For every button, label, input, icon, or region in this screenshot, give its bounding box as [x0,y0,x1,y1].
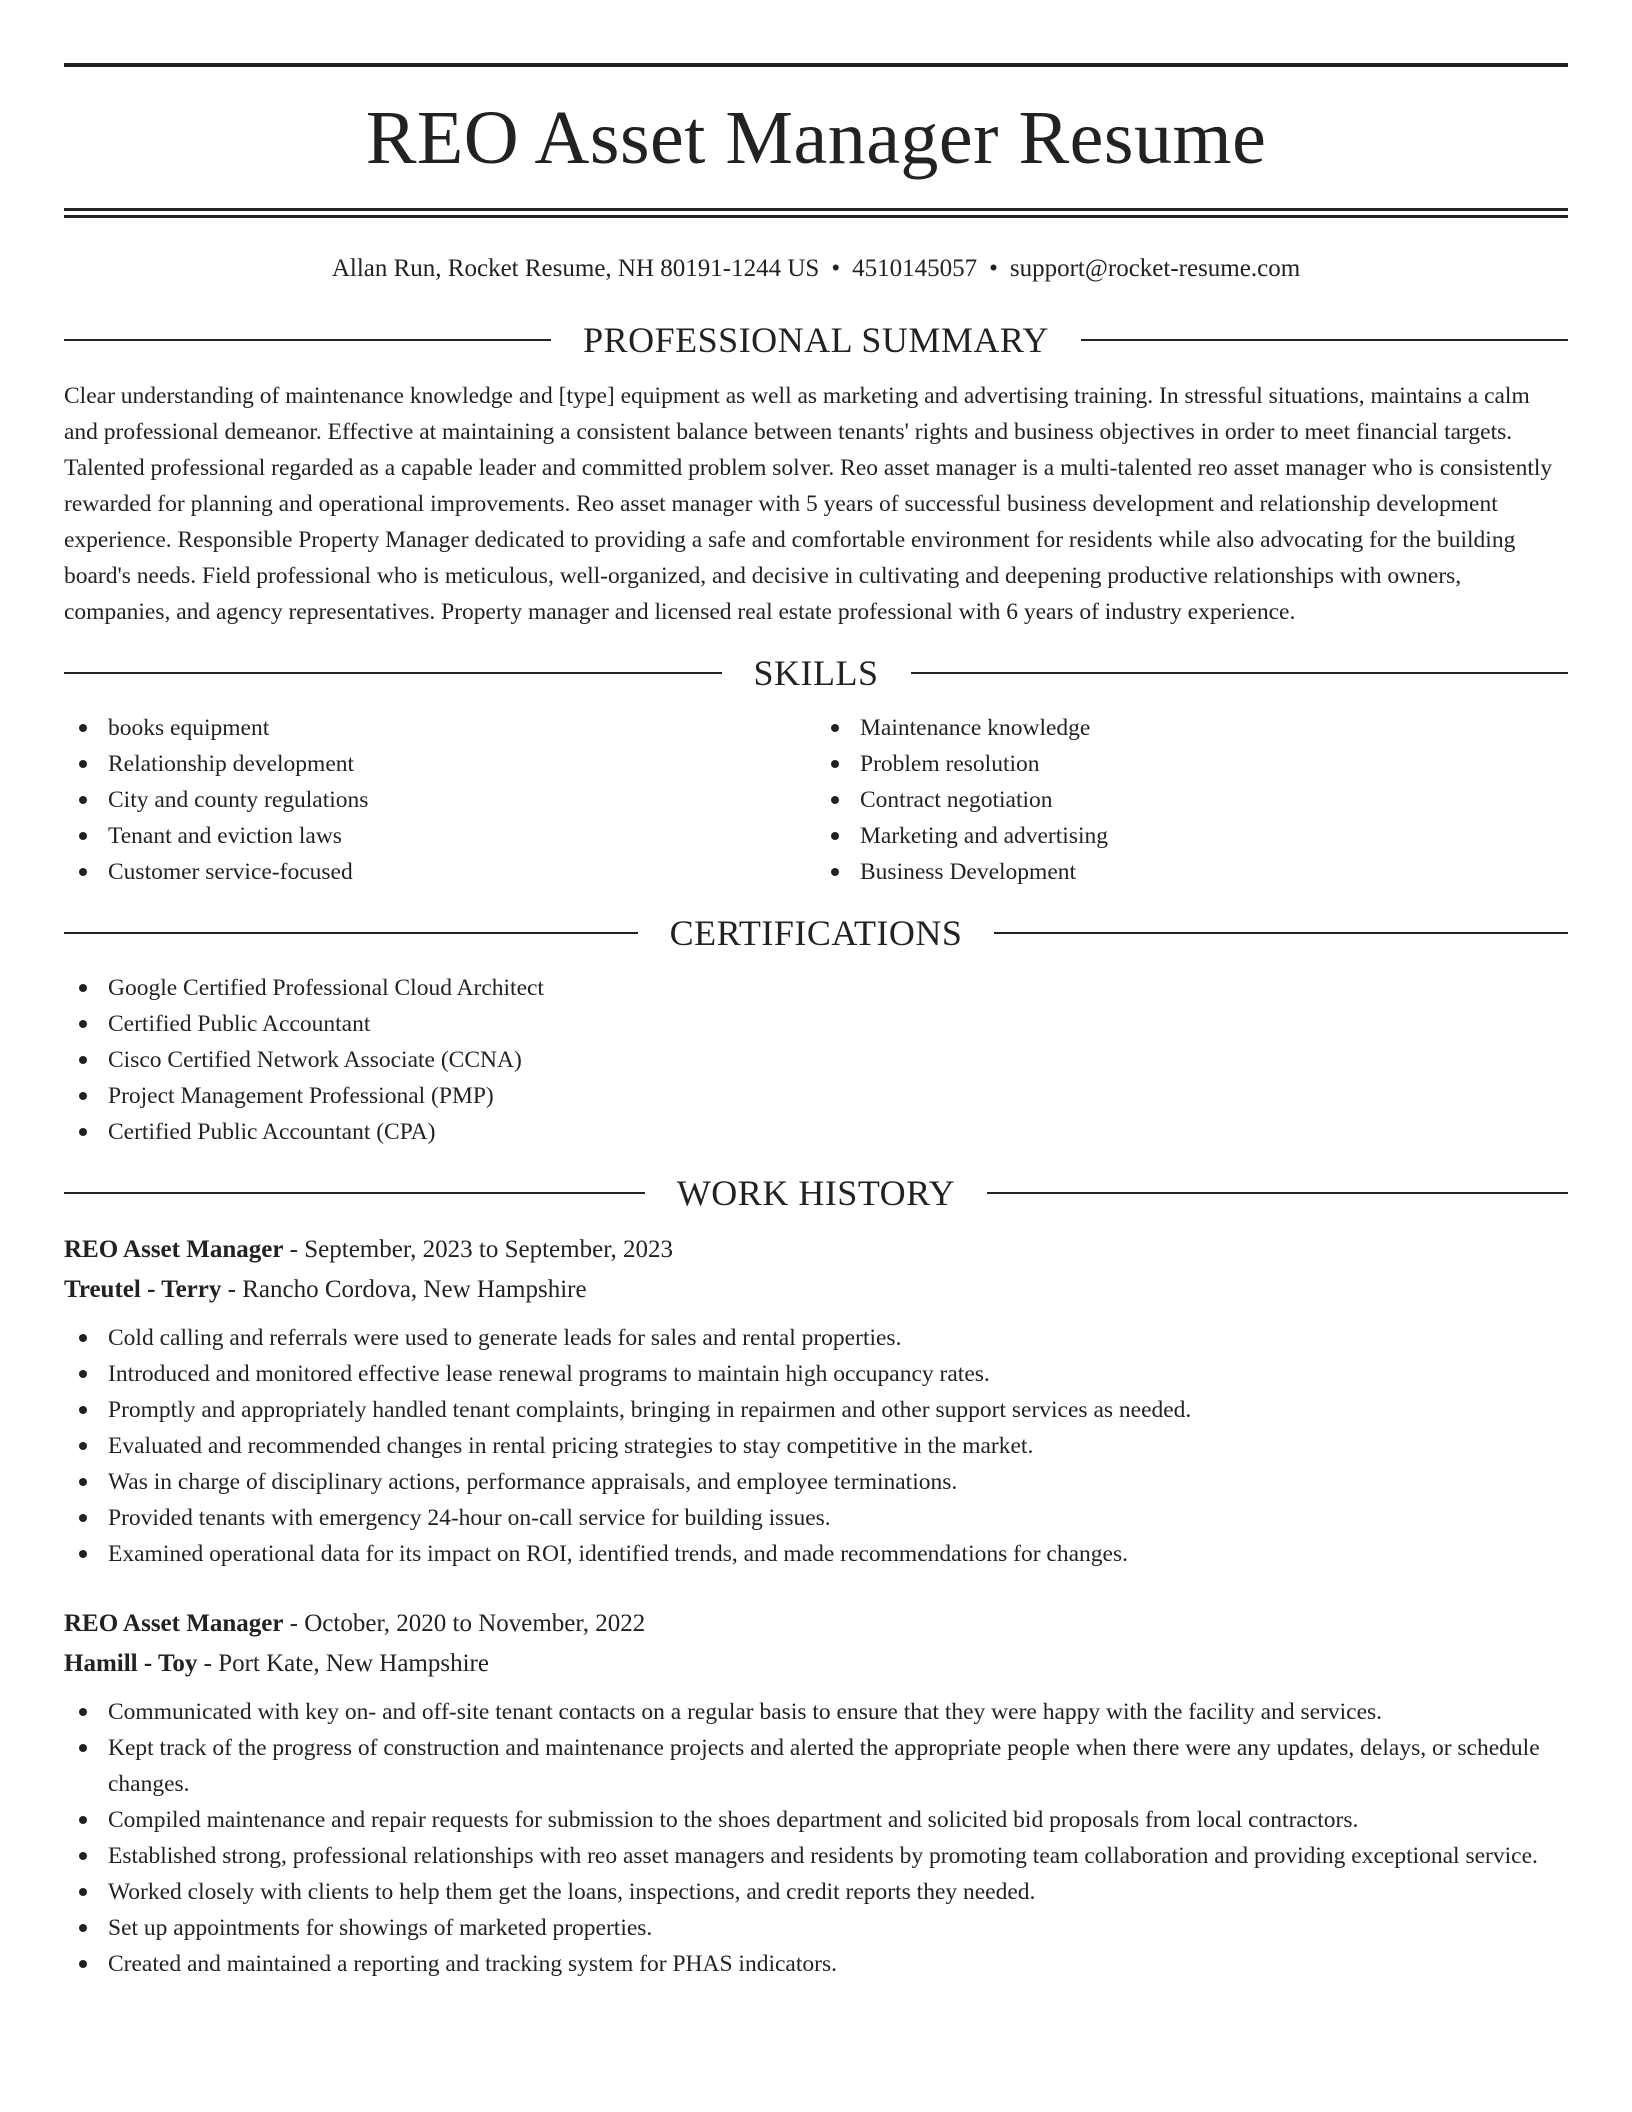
skills-column-right [816,710,1568,890]
job-title-line: REO Asset Manager - September, 2023 to September, 2023 [64,1236,674,1263]
heading-rule [64,339,551,341]
list-item: Established strong, professional relationships with reo asset managers and residents by promoting team collaboration and providing exceptional service. [64,1838,1568,1874]
contact-separator: • [989,255,998,282]
job-dates: September, 2023 to September, 2023 [304,1236,674,1263]
resume-page [64,0,1568,1982]
page-title: REO Asset Manager Resume [365,96,1267,180]
list-item: Relationship development [64,746,816,782]
heading-rule [1081,339,1568,341]
heading-rule [64,1192,645,1194]
section-heading-skills [64,652,1568,694]
list-item: Worked closely with clients to help them get the loans, inspections, and credit reports they needed. [64,1874,1568,1910]
section-heading-summary [64,319,1568,361]
list-item: Examined operational data for its impact on ROI, identified trends, and made recommendations for changes. [64,1536,1568,1572]
list-item: Contract negotiation [816,782,1568,818]
list-item: Created and maintained a reporting and tracking system for PHAS indicators. [64,1946,1568,1982]
list-item: Customer service-focused [64,854,816,890]
job-company-line: Hamill - Toy - Port Kate, New Hampshire [64,1650,489,1677]
section-title: PROFESSIONAL SUMMARY [583,320,1049,360]
summary-text: Clear understanding of maintenance knowledge and [type] equipment as well as marketing and advertising training. In stressful situations, maintains a calm and professional demeanor. Effective at maintaining a consistent balance between tenants' rights and business objectives in order to meet financial targets. Talented professional regarded as a capable leader and committed problem solver. Reo asset manager is a multi-talented reo asset manager who is consistently rewarded for planning and operational improvements. Reo asset manager with 5 years of successful business development and relationship development experience. Responsible Property Manager dedicated to providing a safe and comfortable environment for residents while also advocating for the building board's needs. Field professional who is meticulous, well-organized, and decisive in cultivating and deepening productive relationships with owners, companies, and agency representatives. Property manager and licensed real estate professional with 6 years of industry experience. [64,383,1553,625]
heading-rule [64,932,638,934]
list-item: City and county regulations [64,782,816,818]
section-title: CERTIFICATIONS [669,913,963,953]
job-company-line: Treutel - Terry - Rancho Cordova, New Hampshire [64,1276,587,1303]
contact-phone: 4510145057 [852,255,978,282]
list-item: Promptly and appropriately handled tenant complaints, bringing in repairmen and other support services as needed. [64,1392,1568,1428]
heading-rule [911,672,1569,674]
contact-email[interactable]: support@rocket-resume.com [1009,255,1301,282]
list-item: Project Management Professional (PMP) [64,1078,1568,1114]
list-item: Cold calling and referrals were used to generate leads for sales and rental properties. [64,1320,1568,1356]
section-title: WORK HISTORY [676,1173,956,1213]
list-item: Kept track of the progress of construction and maintenance projects and alerted the appropriate people when there were any updates, delays, or schedule changes. [64,1730,1568,1802]
job-company: Hamill - Toy [64,1650,198,1677]
list-item: Communicated with key on- and off-site tenant contacts on a regular basis to ensure that they were happy with the facility and services. [64,1694,1568,1730]
job-bullets [64,1320,1568,1572]
heading-rule [64,672,722,674]
job-entry [64,1604,1568,1982]
list-item: Business Development [816,854,1568,890]
list-item: Introduced and monitored effective lease renewal programs to maintain high occupancy rates. [64,1356,1568,1392]
section-heading-certifications [64,912,1568,954]
job-dates: October, 2020 to November, 2022 [304,1610,646,1637]
job-location: Rancho Cordova, New Hampshire [242,1276,587,1303]
contact-address: Allan Run, Rocket Resume, NH 80191-1244 US [331,255,820,282]
list-item: Tenant and eviction laws [64,818,816,854]
list-item: Was in charge of disciplinary actions, performance appraisals, and employee terminations. [64,1464,1568,1500]
section-heading-work-history [64,1172,1568,1214]
job-title: REO Asset Manager [64,1610,284,1637]
contact-separator: • [831,255,841,282]
job-location: Port Kate, New Hampshire [218,1650,489,1677]
section-title: SKILLS [753,653,879,693]
list-item: Certified Public Accountant [64,1006,1568,1042]
contact-line [64,254,1568,284]
job-entry [64,1230,1568,1572]
job-title: REO Asset Manager [64,1236,284,1263]
list-item: Set up appointments for showings of marketed properties. [64,1910,1568,1946]
list-item: Evaluated and recommended changes in rental pricing strategies to stay competitive in the market. [64,1428,1568,1464]
list-item: Google Certified Professional Cloud Architect [64,970,1568,1006]
list-item: Provided tenants with emergency 24-hour on-call service for building issues. [64,1500,1568,1536]
job-company: Treutel - Terry [64,1276,222,1303]
skills-column-left [64,710,816,890]
list-item: books equipment [64,710,816,746]
list-item: Compiled maintenance and repair requests for submission to the shoes department and solicited bid proposals from local contractors. [64,1802,1568,1838]
list-item: Maintenance knowledge [816,710,1568,746]
certifications-list [64,970,1568,1150]
title-double-rule [64,208,1568,218]
job-title-line: REO Asset Manager - October, 2020 to November, 2022 [64,1610,646,1637]
heading-rule [994,932,1568,934]
list-item: Certified Public Accountant (CPA) [64,1114,1568,1150]
list-item: Cisco Certified Network Associate (CCNA) [64,1042,1568,1078]
heading-rule [987,1192,1568,1194]
job-bullets [64,1694,1568,1982]
skills-list [64,710,1568,890]
list-item: Marketing and advertising [816,818,1568,854]
list-item: Problem resolution [816,746,1568,782]
